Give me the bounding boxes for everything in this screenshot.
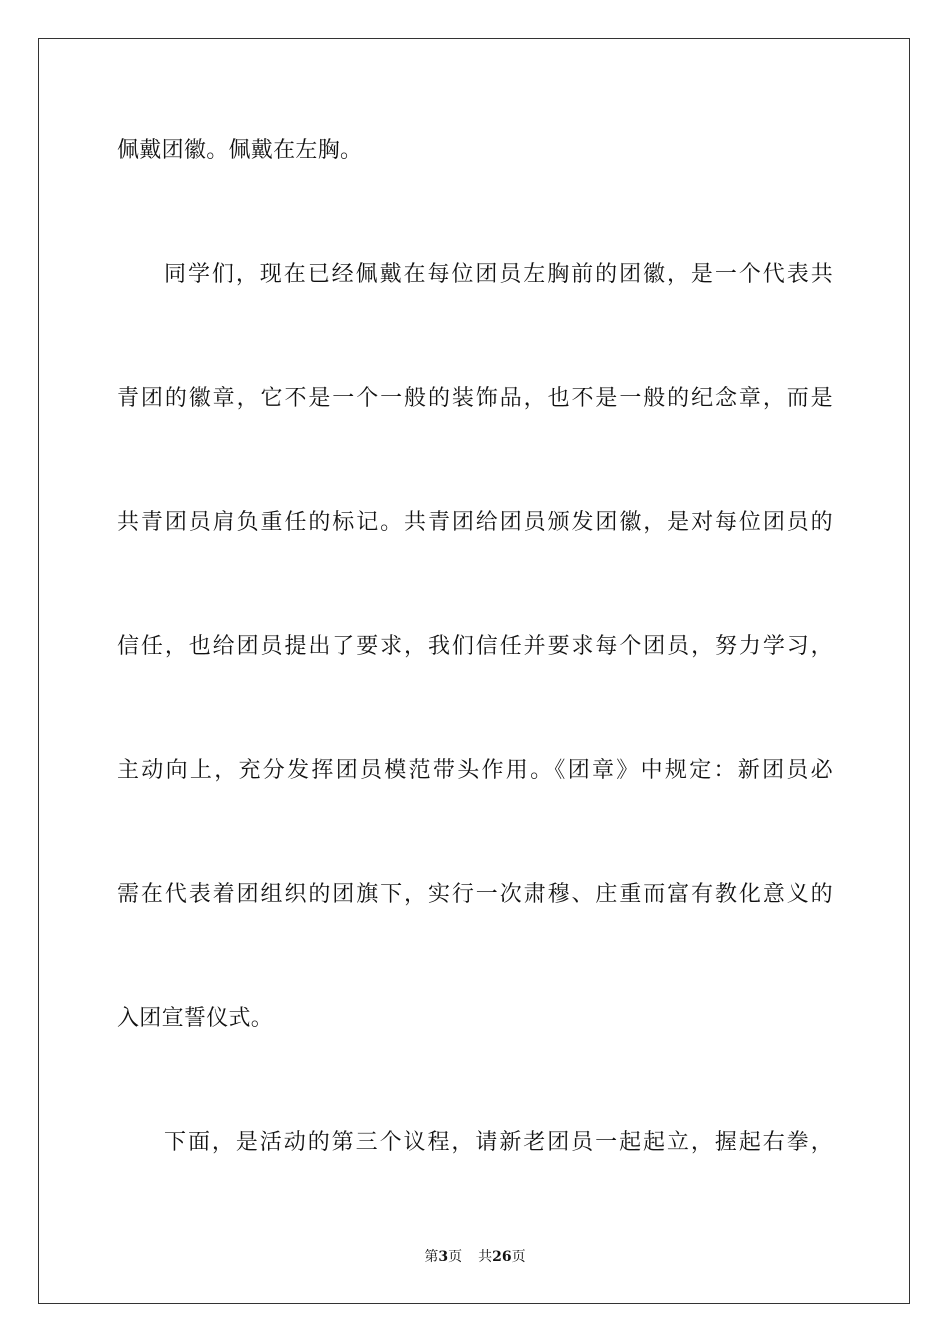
page-suffix: 页 (448, 1249, 463, 1265)
page-border (38, 38, 910, 1304)
body-line-4: 共青团员肩负重任的标记。共青团给团员颁发团徽，是对每位团员的 (117, 510, 833, 535)
body-line-5: 信任，也给团员提出了要求，我们信任并要求每个团员，努力学习， (117, 634, 833, 659)
body-line-6: 主动向上，充分发挥团员模范带头作用。《团章》中规定：新团员必 (117, 758, 833, 783)
body-line-8: 入团宣誓仪式。 (117, 1006, 274, 1031)
page-total: 26 (492, 1249, 512, 1265)
page-current: 3 (438, 1249, 449, 1265)
body-line-2: 同学们，现在已经佩戴在每位团员左胸前的团徽，是一个代表共 (164, 262, 833, 287)
body-line-3: 青团的徽章，它不是一个一般的装饰品，也不是一般的纪念章，而是 (117, 386, 833, 411)
body-line-1: 佩戴团徽。佩戴在左胸。 (117, 138, 363, 163)
total-prefix: 共 (478, 1249, 493, 1265)
page-prefix: 第 (424, 1249, 439, 1265)
total-suffix: 页 (511, 1249, 526, 1265)
body-line-9: 下面，是活动的第三个议程，请新老团员一起起立，握起右拳， (164, 1130, 833, 1155)
page-footer (0, 1248, 950, 1266)
body-line-7: 需在代表着团组织的团旗下，实行一次肃穆、庄重而富有教化意义的 (117, 882, 833, 907)
